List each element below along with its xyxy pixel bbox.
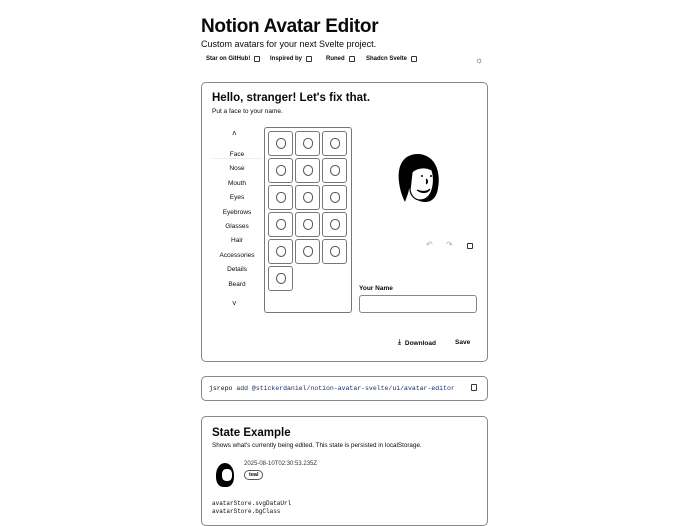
command-prefix: jsrepo bbox=[209, 385, 233, 392]
face-option-tile[interactable] bbox=[322, 185, 347, 210]
page-subtitle: Custom avatars for your next Svelte project. bbox=[201, 39, 377, 49]
face-option-tile[interactable] bbox=[268, 158, 293, 183]
face-option-tile[interactable] bbox=[268, 131, 293, 156]
face-shape-icon bbox=[303, 246, 313, 257]
download-label: Download bbox=[404, 339, 436, 347]
face-shape-icon bbox=[330, 246, 340, 257]
external-link-icon bbox=[306, 56, 312, 62]
undo-icon[interactable]: ↶ bbox=[426, 240, 433, 249]
face-option-tile[interactable] bbox=[268, 212, 293, 237]
editor-subtitle: Put a face to your name. bbox=[212, 108, 283, 115]
copy-icon[interactable] bbox=[471, 384, 477, 391]
shadcn-svelte-link[interactable] bbox=[366, 56, 417, 62]
category-details[interactable]: Details bbox=[227, 266, 247, 274]
category-face[interactable]: Face bbox=[212, 151, 262, 159]
face-shape-icon bbox=[303, 192, 313, 203]
category-eyebrows[interactable]: Eyebrows bbox=[222, 208, 252, 216]
code-line: avatarStore.bgClass bbox=[212, 508, 281, 515]
face-shape-icon bbox=[303, 219, 313, 230]
avatar-thumbnail bbox=[216, 463, 234, 487]
download-icon: ⤓ bbox=[398, 339, 401, 346]
face-shape-icon bbox=[276, 138, 286, 149]
nav-label: Inspired by bbox=[270, 56, 303, 62]
category-nose[interactable]: Nose bbox=[229, 165, 245, 173]
bg-class-badge: teal bbox=[244, 470, 263, 480]
face-option-tile[interactable] bbox=[295, 131, 320, 156]
face-shape-icon bbox=[276, 165, 286, 176]
state-subtitle: Shows what's currently being edited. This state is persisted in localStorage. bbox=[212, 442, 422, 449]
face-option-tile[interactable] bbox=[322, 158, 347, 183]
nav-label: Shadcn Svelte bbox=[366, 56, 408, 62]
face-shape-icon bbox=[330, 219, 340, 230]
inspired-by-link[interactable] bbox=[270, 56, 312, 62]
randomize-icon[interactable] bbox=[467, 243, 473, 249]
name-input[interactable] bbox=[359, 295, 477, 313]
face-option-tile[interactable] bbox=[295, 239, 320, 264]
face-option-tile[interactable] bbox=[295, 212, 320, 237]
category-mouth[interactable]: Mouth bbox=[227, 179, 247, 187]
editor-title: Hello, stranger! Let's fix that. bbox=[212, 92, 371, 104]
face-option-tile[interactable] bbox=[322, 239, 347, 264]
page-title: Notion Avatar Editor bbox=[201, 16, 379, 37]
save-button[interactable]: Save bbox=[455, 339, 471, 346]
github-link[interactable] bbox=[206, 56, 260, 62]
scroll-up-chevron-icon[interactable]: ˄ bbox=[232, 129, 237, 138]
category-accessories[interactable]: Accessories bbox=[219, 251, 255, 259]
face-shape-icon bbox=[276, 219, 286, 230]
face-shape-icon bbox=[330, 165, 340, 176]
runed-link[interactable] bbox=[326, 56, 355, 62]
face-shape-icon bbox=[276, 192, 286, 203]
download-button[interactable] bbox=[398, 339, 436, 347]
state-title: State Example bbox=[212, 427, 291, 439]
github-icon bbox=[254, 56, 260, 62]
face-option-tile[interactable] bbox=[268, 185, 293, 210]
face-shape-icon bbox=[303, 165, 313, 176]
state-code bbox=[212, 500, 291, 516]
face-shape-icon bbox=[276, 246, 286, 257]
category-eyes[interactable]: Eyes bbox=[229, 194, 245, 202]
face-option-tile[interactable] bbox=[295, 185, 320, 210]
face-option-tile[interactable] bbox=[295, 158, 320, 183]
category-beard[interactable]: Beard bbox=[228, 280, 246, 288]
face-shape-icon bbox=[303, 138, 313, 149]
command-text: add @stickerdaniel/notion-avatar-svelte/ui/avatar-editor bbox=[236, 385, 455, 392]
face-option-tile[interactable] bbox=[268, 239, 293, 264]
code-line: avatarStore.svgDataUrl bbox=[212, 500, 292, 507]
face-shape-icon bbox=[330, 192, 340, 203]
avatar-preview bbox=[395, 152, 441, 211]
face-option-tile[interactable] bbox=[322, 131, 347, 156]
external-link-icon bbox=[349, 56, 355, 62]
face-shape-icon bbox=[276, 273, 286, 284]
nav-label: Runed bbox=[326, 56, 345, 62]
face-shape-icon bbox=[330, 138, 340, 149]
state-timestamp: 2025-08-10T02:30:53.235Z bbox=[244, 461, 318, 467]
face-option-tile[interactable] bbox=[268, 266, 293, 291]
nav-label: Star on GitHub! bbox=[206, 56, 251, 62]
install-command bbox=[209, 385, 455, 392]
name-label: Your Name bbox=[359, 285, 393, 292]
theme-toggle-sun-icon[interactable]: ☼ bbox=[475, 55, 484, 65]
category-hair[interactable]: Hair bbox=[231, 237, 243, 245]
scroll-down-chevron-icon[interactable]: ˅ bbox=[232, 299, 237, 308]
redo-icon[interactable]: ↷ bbox=[446, 240, 453, 249]
category-glasses[interactable]: Glasses bbox=[225, 223, 249, 230]
external-link-icon bbox=[411, 56, 417, 62]
face-option-tile[interactable] bbox=[322, 212, 347, 237]
